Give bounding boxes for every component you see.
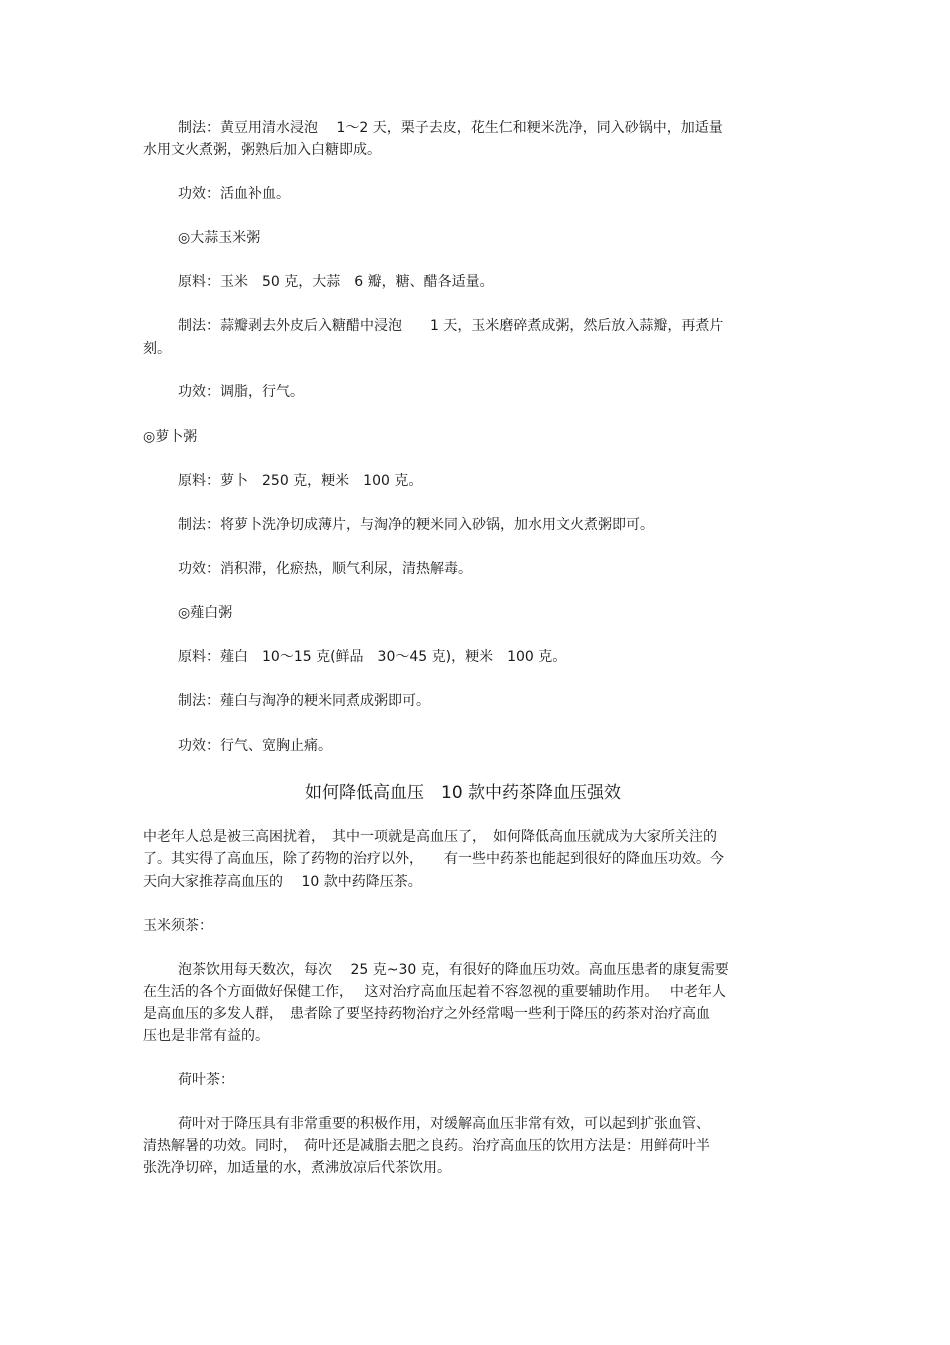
paragraph-line: 荷叶对于降压具有非常重要的积极作用，对缓解高血压非常有效，可以起到扩张血管、 [178, 1116, 710, 1132]
paragraph-line: 了。其实得了高血压，除了药物的治疗以外， 有一些中药茶也能起到很好的降血压功效。今 [143, 851, 724, 867]
recipe-heading: ◎萝卜粥 [143, 429, 198, 445]
paragraph-line: 功效：行气、宽胸止痛。 [178, 738, 332, 754]
section-title: 如何降低高血压 10 款中药茶降血压强效 [305, 783, 622, 803]
paragraph-line: 中老年人总是被三高困扰着， 其中一项就是高血压了， 如何降低高血压就成为大家所关注的 [143, 829, 717, 845]
paragraph-line: 天向大家推荐高血压的 10 款中药降压茶。 [143, 874, 422, 890]
paragraph-line: 原料：薤白 10～15 克(鲜品 30～45 克)，粳米 100 克。 [178, 649, 567, 665]
paragraph-line: 泡茶饮用每天数次，每次 25 克~30 克，有很好的降血压功效。高血压患者的康复需要 [178, 962, 729, 978]
paragraph-line: 压也是非常有益的。 [143, 1028, 269, 1044]
recipe-heading: ◎大蒜玉米粥 [178, 230, 261, 246]
paragraph-line: 刻。 [143, 341, 171, 357]
paragraph-line: 是高血压的多发人群， 患者除了要坚持药物治疗之外经常喝一些利于降压的药茶对治疗高血 [143, 1006, 710, 1022]
paragraph-line: 制法：将萝卜洗净切成薄片，与淘净的粳米同入砂锅，加水用文火煮粥即可。 [178, 517, 654, 533]
paragraph-line: 制法：薤白与淘净的粳米同煮成粥即可。 [178, 693, 430, 709]
paragraph-line: 制法：蒜瓣剥去外皮后入糖醋中浸泡 1 天，玉米磨碎煮成粥，然后放入蒜瓣，再煮片 [178, 318, 724, 334]
paragraph-line: 原料：玉米 50 克，大蒜 6 瓣，糖、醋各适量。 [178, 274, 494, 290]
paragraph-line: 功效：活血补血。 [178, 186, 290, 202]
paragraph-line: 原料：萝卜 250 克，粳米 100 克。 [178, 473, 423, 489]
tea-heading: 玉米须茶： [143, 918, 213, 934]
paragraph-line: 清热解暑的功效。同时， 荷叶还是减脂去肥之良药。治疗高血压的饮用方法是：用鲜荷叶半 [143, 1138, 710, 1154]
paragraph-line: 水用文火煮粥，粥熟后加入白糖即成。 [143, 142, 381, 158]
recipe-heading: ◎薤白粥 [178, 605, 233, 621]
paragraph-line: 制法：黄豆用清水浸泡 1～2 天，栗子去皮，花生仁和粳米洗净，同入砂锅中，加适量 [178, 120, 723, 136]
paragraph-line: 功效：消积滞，化瘀热，顺气利尿，清热解毒。 [178, 561, 472, 577]
paragraph-line: 功效：调脂，行气。 [178, 384, 304, 400]
paragraph-line: 张洗净切碎，加适量的水，煮沸放凉后代茶饮用。 [143, 1160, 451, 1176]
tea-heading: 荷叶茶： [178, 1072, 234, 1088]
paragraph-line: 在生活的各个方面做好保健工作， 这对治疗高血压起着不容忽视的重要辅助作用。 中老年人 [143, 984, 726, 1000]
